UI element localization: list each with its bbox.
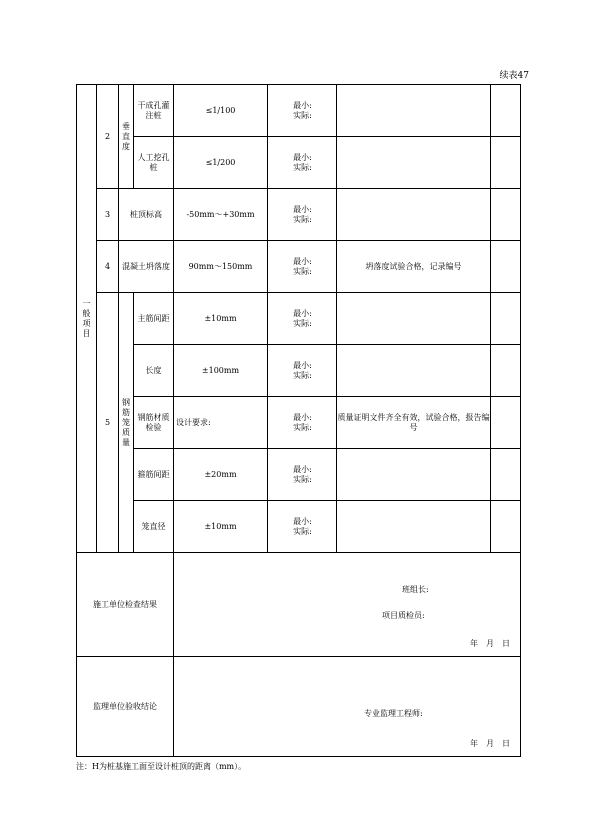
actual-label: 实际: [293,474,312,484]
team-leader-label: 班组长: [402,585,429,594]
table-row [77,345,521,397]
measure-cell [268,345,337,397]
table-row [77,189,521,241]
item-name-cell [119,293,134,553]
item-name-cell: 桩顶标高 [119,189,174,241]
measure-cell [268,189,337,241]
standard-value: ≤1/100 [174,85,268,137]
sub-item-name: 箍筋间距 [134,449,174,501]
min-label: 最小: [293,464,312,474]
min-label: 最小: [293,204,312,214]
sub-item-name: 长度 [134,345,174,397]
actual-label: 实际: [293,214,312,224]
item-no-cell: 5 [97,293,119,553]
measure-cell [268,293,337,345]
actual-label: 实际: [293,422,312,432]
standard-value: -50mm～+30mm [174,189,268,241]
supervision-row [77,657,521,757]
min-label: 最小: [293,516,312,526]
blank-cell [491,189,521,241]
blank-cell [491,449,521,501]
measure-cell [268,449,337,501]
blank-cell [491,397,521,449]
measure-cell [268,137,337,189]
measure-cell [268,397,337,449]
remark-cell [337,345,491,397]
table-row [77,449,521,501]
standard-value: ±10mm [174,501,268,553]
blank-cell [491,137,521,189]
construction-date: 年 月 日 [470,639,510,648]
min-label: 最小: [293,308,312,318]
sub-item-name: 笼直径 [134,501,174,553]
min-label: 最小: [293,256,312,266]
blank-cell [491,241,521,293]
remark-cell: 坍落度试验合格，记录编号 [337,241,491,293]
table-row [77,241,521,293]
sub-item-name: 人工挖孔桩 [134,137,174,189]
actual-label: 实际: [293,266,312,276]
actual-label: 实际: [293,370,312,380]
measure-cell [268,501,337,553]
remark-cell [337,293,491,345]
item-name: 垂直度 [122,121,130,151]
standard-value: ≤1/200 [174,137,268,189]
sub-item-name: 钢筋材质检验 [134,397,174,449]
quality-inspector-label: 项目质检员: [382,611,425,620]
construction-row [77,553,521,657]
table-row [77,397,521,449]
actual-label: 实际: [293,318,312,328]
standard-value: 90mm～150mm [174,241,268,293]
remark-cell: 质量证明文件齐全有效，试验合格，报告编号 [337,397,491,449]
item-no-cell: 2 [97,85,119,189]
min-label: 最小: [293,152,312,162]
blank-cell [491,293,521,345]
sub-item-name: 主筋间距 [134,293,174,345]
measure-cell [268,85,337,137]
remark-cell [337,137,491,189]
actual-label: 实际: [293,110,312,120]
group-label: 一般项目 [82,298,91,338]
table-row [77,85,521,137]
table-row [77,501,521,553]
item-name-cell: 混凝土坍落度 [119,241,174,293]
item-name: 钢筋笼质量 [122,397,130,447]
inspection-table [76,84,521,757]
standard-value: ±100mm [174,345,268,397]
supervision-label: 监理单位验收结论 [77,657,174,757]
remark-cell [337,501,491,553]
blank-cell [491,345,521,397]
remark-cell [337,449,491,501]
supervision-sign-area [174,657,521,757]
table-row [77,293,521,345]
standard-value: ±10mm [174,293,268,345]
construction-sign-area [174,553,521,657]
blank-cell [491,85,521,137]
actual-label: 实际: [293,526,312,536]
group-label-cell [77,85,97,553]
item-name-cell [119,85,134,189]
standard-value: 设计要求: [174,397,268,449]
min-label: 最小: [293,412,312,422]
supervision-engineer-label: 专业监理工程师: [364,709,423,718]
blank-cell [491,501,521,553]
construction-label: 施工单位检查结果 [77,553,174,657]
standard-value: ±20mm [174,449,268,501]
sub-item-name: 干成孔灌注桩 [134,85,174,137]
item-no-cell: 4 [97,241,119,293]
remark-cell [337,85,491,137]
item-no-cell: 3 [97,189,119,241]
continued-sheet-label: 续表47 [499,71,529,81]
min-label: 最小: [293,360,312,370]
remark-cell [337,189,491,241]
footnote: 注：H为桩基施工面至设计桩顶的距离（mm）。 [76,762,247,771]
actual-label: 实际: [293,162,312,172]
table-row [77,137,521,189]
supervision-date: 年 月 日 [470,739,510,748]
min-label: 最小: [293,100,312,110]
measure-cell [268,241,337,293]
